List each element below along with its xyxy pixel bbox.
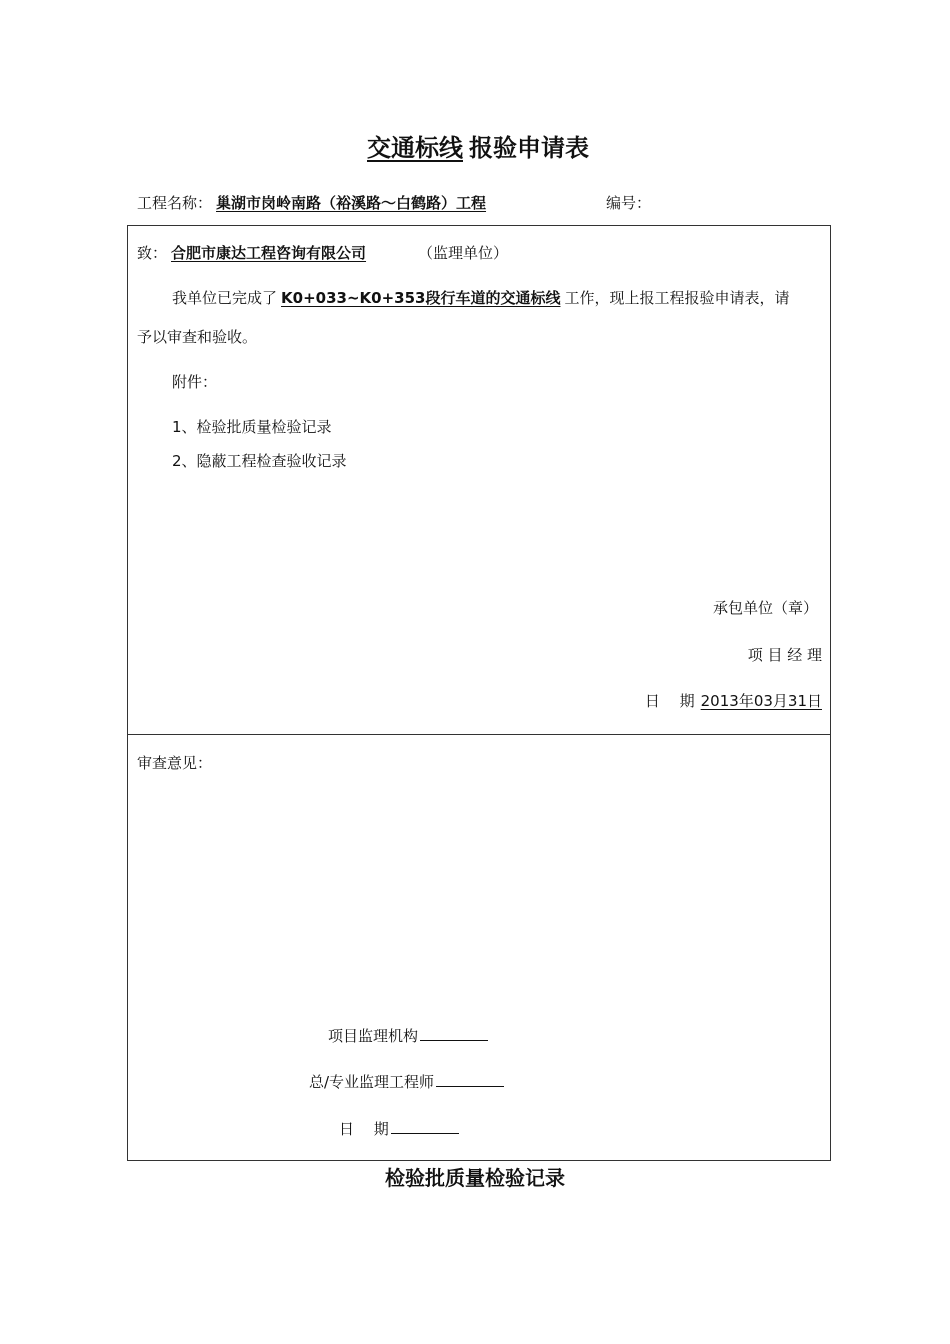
supervisor-note: （监理单位） bbox=[418, 244, 509, 262]
title-rest: 报验申请表 bbox=[469, 134, 589, 162]
body-prefix: 我单位已完成了 bbox=[172, 289, 278, 307]
form-title bbox=[0, 128, 950, 163]
body-line-2: 予以审查和验收。 bbox=[137, 328, 258, 346]
date-label: 日 期 bbox=[644, 692, 695, 710]
body-suffix: 工作，现上报工程报验申请表，请 bbox=[564, 289, 790, 307]
to-row bbox=[137, 242, 508, 263]
review-date-blank[interactable] bbox=[391, 1119, 459, 1134]
contractor-label: 承包单位（章） bbox=[712, 599, 818, 617]
next-section-title: 检验批质量检验记录 bbox=[385, 1166, 565, 1190]
opinion-label: 审查意见： bbox=[137, 754, 213, 772]
form-box bbox=[127, 225, 831, 1161]
supervisor-name: 合肥市康达工程咨询有限公司 bbox=[171, 244, 367, 262]
date-row bbox=[645, 690, 822, 711]
org-row bbox=[328, 1025, 488, 1046]
to-label: 致： bbox=[137, 244, 168, 262]
engineer-signature-blank[interactable] bbox=[436, 1072, 504, 1087]
review-date-label: 日 期 bbox=[339, 1120, 389, 1138]
project-name: 巢湖市岗岭南路（裕溪路～白鹤路）工程 bbox=[216, 194, 487, 212]
org-label: 项目监理机构 bbox=[328, 1027, 419, 1045]
work-item: K0+033~K0+353段行车道的交通标线 bbox=[281, 289, 561, 307]
project-name-row bbox=[137, 192, 490, 213]
review-date-row bbox=[339, 1118, 459, 1139]
engineer-label: 总/专业监理工程师 bbox=[309, 1073, 435, 1091]
org-signature-blank[interactable] bbox=[420, 1026, 488, 1041]
number-label: 编号： bbox=[606, 194, 652, 212]
attachment-item: 2、隐蔽工程检查验收记录 bbox=[172, 452, 347, 470]
date-value: 2013年03月31日 bbox=[700, 692, 822, 710]
body-line-1 bbox=[172, 287, 789, 308]
attachment-item: 1、检验批质量检验记录 bbox=[172, 418, 332, 436]
title-underlined: 交通标线 bbox=[367, 134, 463, 162]
project-label: 工程名称： bbox=[137, 194, 213, 212]
manager-label: 项 目 经 理 bbox=[747, 646, 822, 664]
attachments-label: 附件： bbox=[172, 373, 218, 391]
section-divider bbox=[128, 734, 830, 735]
engineer-row bbox=[309, 1071, 504, 1092]
